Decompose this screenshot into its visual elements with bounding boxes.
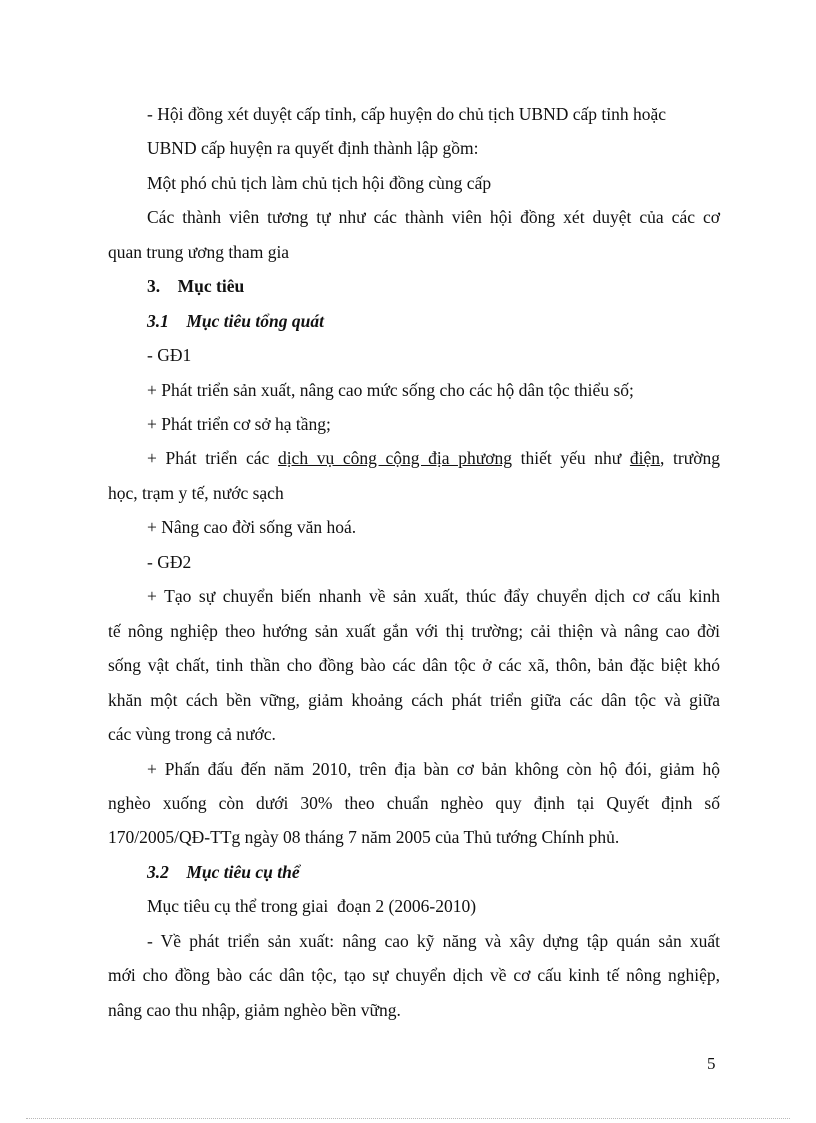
text-line: nghèo xuống còn dưới 30% theo chuẩn nghèo quy định tại Quyết định số: [108, 793, 720, 813]
text-line: các vùng trong cả nước.: [108, 724, 276, 744]
text-line: học, trạm y tế, nước sạch: [108, 483, 284, 503]
underlined-term: dịch vụ công cộng địa phương: [277, 448, 512, 468]
text-line: + Nâng cao đời sống văn hoá.: [147, 517, 357, 537]
subsection-heading: 3.2 Mục tiêu cụ thể: [147, 862, 300, 882]
text-line: - Về phát triển sản xuất: nâng cao kỹ năng và xây dựng tập quán sản xuất: [147, 931, 720, 951]
text-line: UBND cấp huyện ra quyết định thành lập gồm:: [147, 138, 479, 158]
text-fragment: thiết yếu như: [511, 448, 630, 468]
text-line: - Hội đồng xét duyệt cấp tỉnh, cấp huyện do chủ tịch UBND cấp tỉnh hoặc: [147, 104, 667, 124]
section-heading: 3. Mục tiêu: [147, 276, 245, 296]
text-line: - GĐ2: [147, 552, 192, 572]
underlined-term: điện: [629, 448, 661, 468]
text-line: + Tạo sự chuyển biến nhanh về sản xuất, thúc đẩy chuyển dịch cơ cấu kinh: [147, 586, 720, 606]
page-number: 5: [707, 1054, 716, 1073]
text-line: quan trung ương tham gia: [108, 242, 290, 262]
page-bottom-divider: [26, 1118, 790, 1119]
text-line: Các thành viên tương tự như các thành viên hội đồng xét duyệt của các cơ: [147, 207, 720, 227]
text-line: tế nông nghiệp theo hướng sản xuất gắn với thị trường; cải thiện và nâng cao đời: [108, 621, 720, 641]
text-line: - GĐ1: [147, 345, 192, 365]
text-line: Một phó chủ tịch làm chủ tịch hội đồng cùng cấp: [147, 173, 492, 193]
text-line: khăn một cách bền vững, giảm khoảng cách phát triển giữa các dân tộc và giữa: [108, 690, 720, 710]
text-line: Mục tiêu cụ thể trong giai đoạn 2 (2006-2010): [147, 896, 477, 916]
text-line: + Phát triển sản xuất, nâng cao mức sống cho các hộ dân tộc thiểu số;: [147, 380, 634, 400]
text-line: nâng cao thu nhập, giảm nghèo bền vững.: [108, 1000, 401, 1020]
text-line: [147, 447, 720, 469]
text-fragment: + Phát triển các: [147, 448, 278, 468]
text-line: + Phát triển cơ sở hạ tầng;: [147, 414, 331, 434]
text-line: 170/2005/QĐ-TTg ngày 08 tháng 7 năm 2005 của Thủ tướng Chính phủ.: [108, 827, 620, 847]
text-line: mới cho đồng bào các dân tộc, tạo sự chuyển dịch về cơ cấu kinh tế nông nghiệp,: [108, 965, 720, 985]
text-line: sống vật chất, tinh thần cho đồng bào các dân tộc ở các xã, thôn, bản đặc biệt khó: [108, 655, 720, 675]
subsection-heading: 3.1 Mục tiêu tổng quát: [147, 311, 324, 331]
text-line: + Phấn đấu đến năm 2010, trên địa bàn cơ bản không còn hộ đói, giảm hộ: [147, 759, 720, 779]
text-fragment: , trường: [660, 448, 720, 468]
